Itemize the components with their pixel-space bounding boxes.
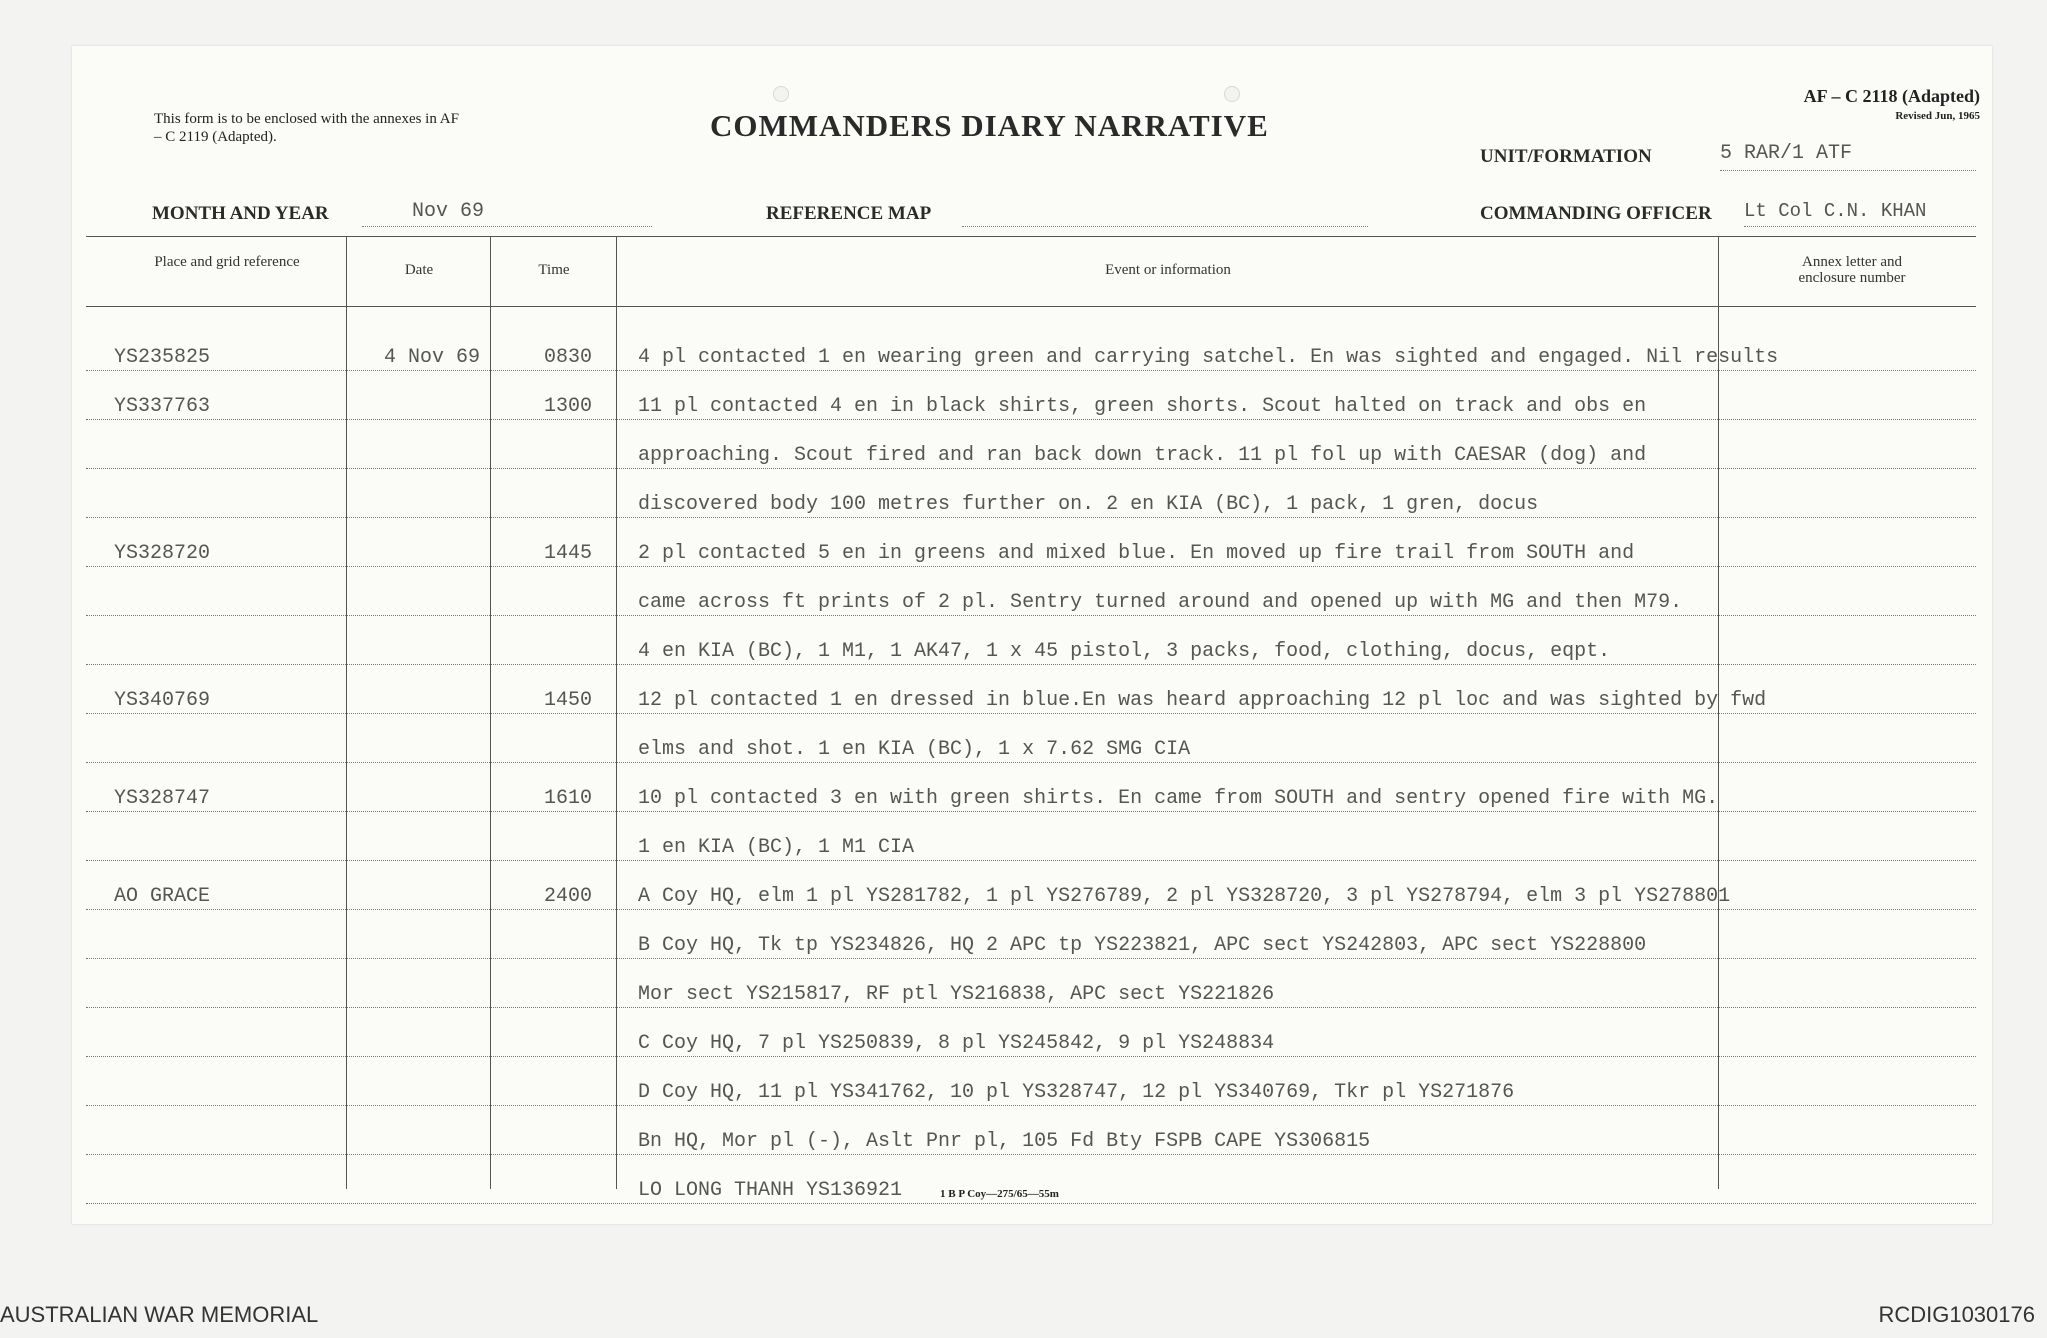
co-label: COMMANDING OFFICER <box>1480 203 1712 224</box>
printer-code: 1 B P Coy—275/65—55m <box>940 1188 1059 1200</box>
row-time: 1610 <box>543 787 592 810</box>
row-dotline <box>86 1007 1976 1008</box>
col-header-time: Time <box>538 262 570 278</box>
month-value: Nov 69 <box>412 200 485 223</box>
row-dotline <box>86 1203 1976 1204</box>
row-dotline <box>86 370 1976 371</box>
row-event: C Coy HQ, 7 pl YS250839, 8 pl YS245842, 9 pl YS248834 <box>638 1032 1275 1055</box>
row-event: 4 en KIA (BC), 1 M1, 1 AK47, 1 x 45 pistol, 3 packs, food, clothing, docus, eqpt. <box>638 640 1611 663</box>
footer-left: AUSTRALIAN WAR MEMORIAL <box>0 1302 319 1327</box>
row-dotline <box>86 762 1976 763</box>
row-event: 11 pl contacted 4 en in black shirts, green shorts. Scout halted on track and obs en <box>638 395 1647 418</box>
col-header-event: Event or information <box>1105 262 1231 278</box>
row-place: YS340769 <box>114 689 211 712</box>
unit-dotline <box>1720 170 1976 171</box>
col-header-date: Date <box>404 262 434 278</box>
punch-hole-right <box>1224 86 1240 102</box>
map-dotline <box>962 226 1368 227</box>
row-dotline <box>86 566 1976 567</box>
row-dotline <box>86 958 1976 959</box>
row-event: B Coy HQ, Tk tp YS234826, HQ 2 APC tp YS223821, APC sect YS242803, APC sect YS228800 <box>638 934 1647 957</box>
footer-right: RCDIG1030176 <box>1878 1302 2035 1327</box>
col-header-place: Place and grid reference <box>154 254 300 270</box>
form-note: This form is to be enclosed with the annexes in AF – C 2119 (Adapted). <box>154 111 459 145</box>
row-event: discovered body 100 metres further on. 2 en KIA (BC), 1 pack, 1 gren, docus <box>638 493 1539 516</box>
co-dotline <box>1744 226 1976 227</box>
row-dotline <box>86 664 1976 665</box>
row-dotline <box>86 419 1976 420</box>
row-place: YS328747 <box>114 787 211 810</box>
revised-date: Revised Jun, 1965 <box>1895 110 1980 122</box>
table-top-line <box>86 236 1976 237</box>
row-event: D Coy HQ, 11 pl YS341762, 10 pl YS328747, 12 pl YS340769, Tkr pl YS271876 <box>638 1081 1515 1104</box>
row-time: 0830 <box>543 346 592 369</box>
month-label: MONTH AND YEAR <box>152 203 329 224</box>
row-dotline <box>86 517 1976 518</box>
row-dotline <box>86 1154 1976 1155</box>
row-place: YS235825 <box>114 346 211 369</box>
unit-value: 5 RAR/1 ATF <box>1720 142 1853 165</box>
month-dotline <box>362 226 652 227</box>
row-event: elms and shot. 1 en KIA (BC), 1 x 7.62 SMG CIA <box>638 738 1191 761</box>
row-place: YS337763 <box>114 395 211 418</box>
row-event: LO LONG THANH YS136921 <box>638 1179 903 1202</box>
row-date: 4 Nov 69 <box>383 346 480 369</box>
row-dotline <box>86 468 1976 469</box>
col-header-annex: Annex letter and enclosure number <box>1798 254 1906 286</box>
unit-label: UNIT/FORMATION <box>1480 146 1652 167</box>
row-dotline <box>86 909 1976 910</box>
map-label: REFERENCE MAP <box>766 203 932 224</box>
row-event: 4 pl contacted 1 en wearing green and carrying satchel. En was sighted and engaged. Nil results <box>638 346 1779 369</box>
row-time: 1300 <box>543 395 592 418</box>
row-dotline <box>86 1105 1976 1106</box>
row-place: YS328720 <box>114 542 211 565</box>
row-time: 2400 <box>543 885 592 908</box>
row-dotline <box>86 1056 1976 1057</box>
row-dotline <box>86 713 1976 714</box>
row-dotline <box>86 860 1976 861</box>
form-code: AF – C 2118 (Adapted) <box>1803 86 1980 106</box>
form-sheet <box>72 46 1992 1224</box>
row-place: AO GRACE <box>114 885 211 908</box>
row-event: 12 pl contacted 1 en dressed in blue.En was heard approaching 12 pl loc and was sighted by fwd <box>638 689 1767 712</box>
row-event: 10 pl contacted 3 en with green shirts. En came from SOUTH and sentry opened fire with MG. <box>638 787 1719 810</box>
co-value: Lt Col C.N. KHAN <box>1744 200 1927 222</box>
row-event: 1 en KIA (BC), 1 M1 CIA <box>638 836 915 859</box>
punch-hole-left <box>773 86 789 102</box>
row-time: 1450 <box>543 689 592 712</box>
row-time: 1445 <box>543 542 592 565</box>
table-header-line <box>86 306 1976 307</box>
row-dotline <box>86 615 1976 616</box>
row-event: Mor sect YS215817, RF ptl YS216838, APC sect YS221826 <box>638 983 1275 1006</box>
row-event: 2 pl contacted 5 en in greens and mixed blue. En moved up fire trail from SOUTH and <box>638 542 1635 565</box>
row-event: approaching. Scout fired and ran back down track. 11 pl fol up with CAESAR (dog) and <box>638 444 1647 467</box>
row-event: A Coy HQ, elm 1 pl YS281782, 1 pl YS276789, 2 pl YS328720, 3 pl YS278794, elm 3 pl YS278801 <box>638 885 1731 908</box>
row-dotline <box>86 811 1976 812</box>
row-event: came across ft prints of 2 pl. Sentry turned around and opened up with MG and then M79. <box>638 591 1683 614</box>
row-event: Bn HQ, Mor pl (-), Aslt Pnr pl, 105 Fd Bty FSPB CAPE YS306815 <box>638 1130 1371 1153</box>
page-title: COMMANDERS DIARY NARRATIVE <box>710 108 1269 143</box>
